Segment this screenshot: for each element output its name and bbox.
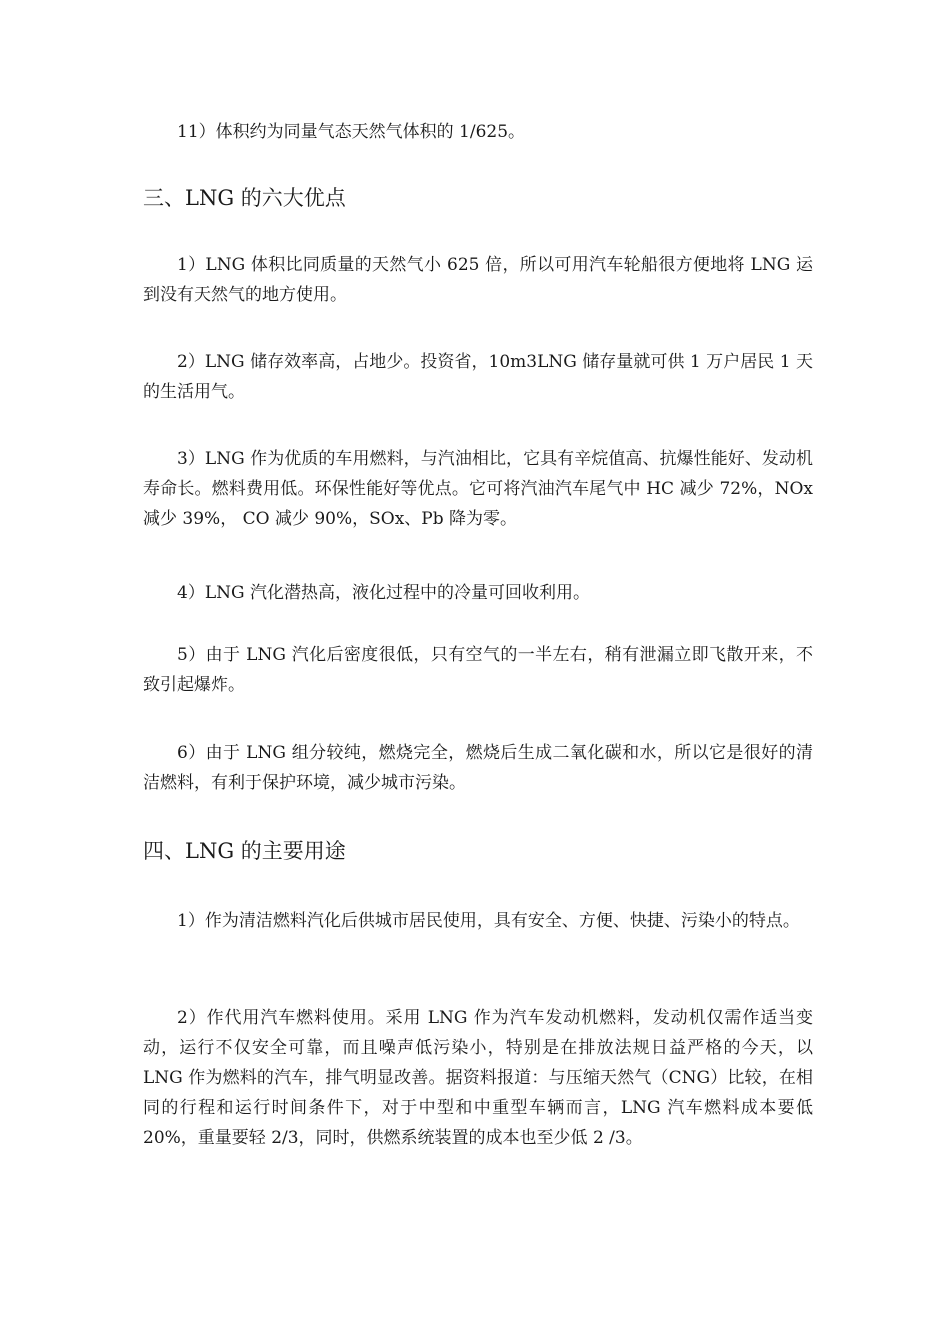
paragraph-advantage-4: 4）LNG 汽化潜热高，液化过程中的冷量可回收利用。	[177, 583, 590, 603]
paragraph-advantage-6: 6）由于 LNG 组分较纯，燃烧完全，燃烧后生成二氧化碳和水，所以它是很好的清洁燃料，有利于保护环境，减少城市污染。	[143, 743, 813, 793]
paragraph-advantage-1: 1）LNG 体积比同质量的天然气小 625 倍，所以可用汽车轮船很方便地将 LNG 运到没有天然气的地方使用。	[143, 255, 813, 305]
paragraph-use-2: 2）作代用汽车燃料使用。采用 LNG 作为汽车发动机燃料，发动机仅需作适当变动，运行不仅安全可靠，而且噪声低污染小，特别是在排放法规日益严格的今天，以 LNG 作为燃料的汽车，排气明显改善。据资料报道：与压缩天然气（CNG）比较，在相同的行程和运行时间条件下，对于中型和中重型车辆而言，LNG 汽车燃料成本要低 20%，重量要轻 2/3，同时，供燃系统装置的成本也至少低 2 /3。	[143, 1008, 813, 1148]
paragraph-advantage-3: 3）LNG 作为优质的车用燃料，与汽油相比，它具有辛烷值高、抗爆性能好、发动机寿命长。燃料费用低。环保性能好等优点。它可将汽油汽车尾气中 HC 减少 72%，NOx 减少 39%， CO 减少 90%，SOx、Pb 降为零。	[143, 449, 813, 529]
paragraph-advantage-2: 2）LNG 储存效率高，占地少。投资省，10m3LNG 储存量就可供 1 万户居民 1 天的生活用气。	[143, 352, 813, 402]
paragraph-advantage-5: 5）由于 LNG 汽化后密度很低，只有空气的一半左右，稍有泄漏立即飞散开来，不致引起爆炸。	[143, 645, 813, 695]
paragraph-volume-ratio: 11）体积约为同量气态天然气体积的 1/625。	[177, 122, 526, 142]
paragraph-use-1: 1）作为清洁燃料汽化后供城市居民使用，具有安全、方便、快捷、污染小的特点。	[177, 911, 800, 931]
section-heading-uses: 四、LNG 的主要用途	[143, 839, 346, 863]
section-heading-advantages: 三、LNG 的六大优点	[143, 186, 346, 210]
